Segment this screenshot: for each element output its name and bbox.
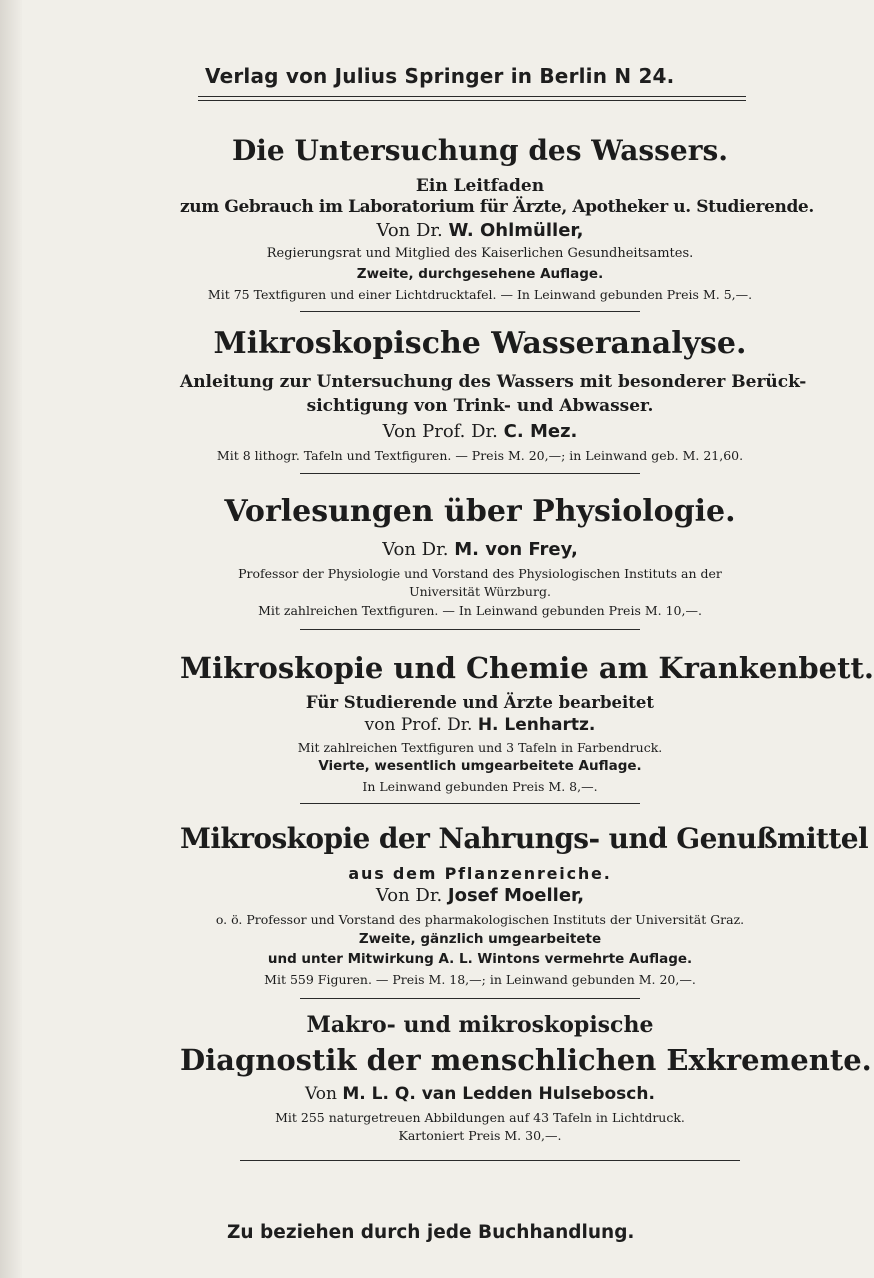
book-subtitle: aus dem Pflanzenreiche.	[348, 864, 612, 883]
author-name: M. L. Q. van Ledden Hulsebosch.	[342, 1084, 655, 1104]
book-author-position: o. ö. Professor und Vorstand des pharmakologischen Instituts der Universität Graz.	[215, 912, 745, 927]
author-name: M. von Frey,	[454, 539, 578, 560]
book-author-line	[180, 421, 780, 442]
author-prefix: Von	[305, 1084, 337, 1104]
book-details-1: Mit 255 naturgetreuen Abbildungen auf 43 Tafeln in Lichtdruck.	[275, 1110, 685, 1125]
book-subtitle: Für Studierende und Ärzte bearbeitet	[305, 693, 655, 712]
book-details: Mit zahlreichen Textfiguren. — In Leinwand gebunden Preis M. 10,—.	[258, 603, 702, 618]
author-prefix: von Prof. Dr.	[364, 715, 473, 735]
book-title: Mikroskopie und Chemie am Krankenbett.	[180, 651, 874, 685]
book-title: Mikroskopische Wasseranalyse.	[213, 326, 747, 361]
book-title-line-2: Diagnostik der menschlichen Exkremente.	[180, 1043, 872, 1077]
header-rule-thin	[198, 100, 746, 101]
divider-1	[300, 311, 640, 312]
book-author-line	[180, 885, 780, 906]
author-prefix: Von Dr.	[382, 539, 449, 560]
author-name: C. Mez.	[503, 421, 578, 442]
book-edition-line-1: Zweite, gänzlich umgearbeitete	[358, 931, 602, 947]
book-edition: Vierte, wesentlich umgearbeitete Auflage.	[318, 758, 642, 774]
book-author-position-line-2: Universität Würzburg.	[409, 584, 551, 599]
divider-footer	[240, 1160, 740, 1161]
book-details: Mit 75 Textfiguren und einer Lichtdrucktafel. — In Leinwand gebunden Preis M. 5,—.	[207, 287, 753, 302]
book-title: Die Untersuchung des Wassers.	[232, 134, 728, 167]
book-title: Vorlesungen über Physiologie.	[224, 494, 736, 529]
divider-3	[300, 629, 640, 630]
book-author-position-line-1: Professor der Physiologie und Vorstand des Physiologischen Instituts an der	[238, 566, 722, 581]
book-details: Mit 559 Figuren. — Preis M. 18,—; in Leinwand gebunden M. 20,—.	[264, 972, 696, 987]
book-details: Mit 8 lithogr. Tafeln und Textfiguren. — Preis M. 20,—; in Leinwand geb. M. 21,60.	[216, 448, 744, 463]
book-title-line-1: Makro- und mikroskopische	[306, 1012, 654, 1038]
author-prefix: Von Prof. Dr.	[382, 421, 498, 442]
book-author-line	[180, 220, 780, 241]
book-subtitle-2: zum Gebrauch im Laboratorium für Ärzte, Apotheker u. Studierende.	[180, 197, 814, 217]
divider-2	[300, 473, 640, 474]
book-edition: Zweite, durchgesehene Auflage.	[356, 266, 604, 282]
book-subtitle-line-2: sichtigung von Trink- und Abwasser.	[306, 396, 654, 416]
author-prefix: Von Dr.	[375, 885, 443, 906]
book-subtitle: Ein Leitfaden	[415, 176, 545, 196]
author-name: H. Lenhartz.	[477, 715, 596, 735]
publisher-header: Verlag von Julius Springer in Berlin N 24.	[205, 64, 675, 88]
page-edge-shadow	[0, 0, 22, 1278]
book-title: Mikroskopie der Nahrungs- und Genußmittel	[180, 822, 868, 855]
author-name: Josef Moeller,	[447, 885, 585, 906]
book-author-line	[180, 1084, 780, 1104]
book-details-1: Mit zahlreichen Textfiguren und 3 Tafeln in Farbendruck.	[297, 740, 663, 755]
book-edition-line-2: und unter Mitwirkung A. L. Wintons vermehrte Auflage.	[267, 951, 693, 967]
book-details-2: In Leinwand gebunden Preis M. 8,—.	[362, 779, 598, 794]
header-rule	[198, 96, 746, 97]
book-subtitle-line-1: Anleitung zur Untersuchung des Wassers mit besonderer Berück-	[180, 372, 807, 392]
divider-4	[300, 803, 640, 804]
book-details-2: Kartoniert Preis M. 30,—.	[398, 1128, 562, 1143]
divider-5	[300, 998, 640, 999]
book-author-position: Regierungsrat und Mitglied des Kaiserlichen Gesundheitsamtes.	[266, 246, 694, 261]
footer-note: Zu beziehen durch jede Buchhandlung.	[227, 1222, 635, 1243]
book-author-line	[180, 715, 780, 735]
author-prefix: Von Dr.	[376, 220, 443, 241]
book-author-line	[180, 539, 780, 560]
author-name: W. Ohlmüller,	[448, 220, 584, 241]
